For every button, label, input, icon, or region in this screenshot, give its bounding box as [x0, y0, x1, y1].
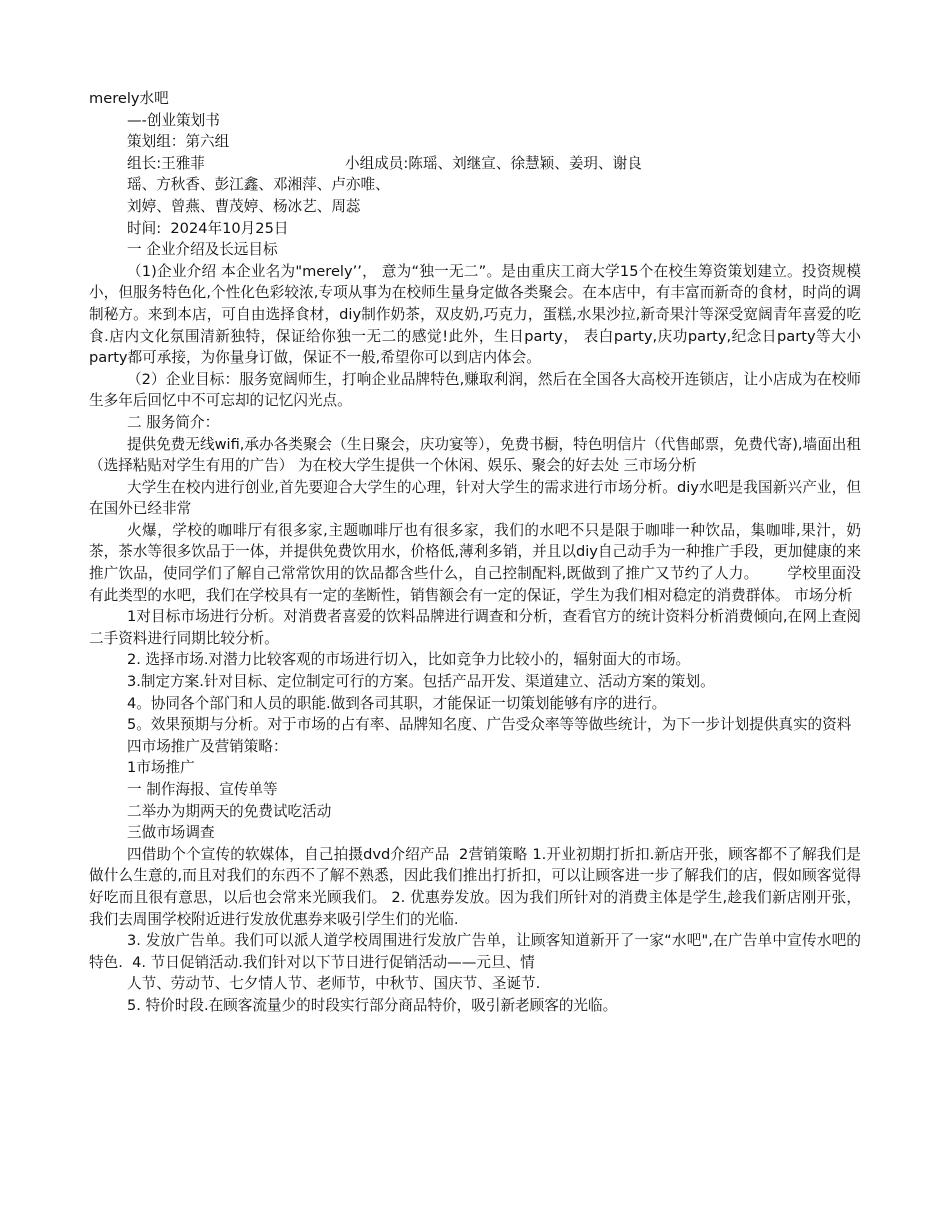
paragraph-flyers-holidays: 3. 发放广告单。我们可以派人道学校周围进行发放广告单，让顾客知道新开了一家“水吧",在广告单中宣传水吧的特色. 4. 节日促销活动.我们针对以下节日进行促销活动——元旦、情: [89, 932, 861, 971]
paragraph-market-step-5: 5。效果预期与分析。对于市场的占有率、品牌知名度、广告受众率等等做些统计，为下一步计划提供真实的资料: [126, 716, 852, 734]
holiday-list: 人节、劳动节、七夕情人节、老师节，中秋节、国庆节、圣诞节.: [127, 975, 541, 993]
paragraph-promotion-strategy: 四借助个个宣传的软媒体，自己拍摄dvd介绍产品 2营销策略 1.开业初期打折扣.新店开张，顾客都不了解我们是做什么生意的,而且对我们的东西不了解不熟悉，因此我们推出打折扣，可以让顾客进一步了解我们的店，假如顾客觉得好吃而且很有意思，以后也会常来光顾我们。 2. 优惠券发放。因为我们所针对的消费主体是学生,趁我们新店刚开张，我们去周围学校附近进行发放优惠券来吸引学生们的光临.: [89, 845, 861, 928]
paragraph-company-goal: （2）企业目标：服务宽阔师生，打响企业品牌特色,赚取利润，然后在全国各大高校开连锁店，让小店成为在校师生多年后回忆中不可忘却的记忆闪光点。: [89, 370, 861, 410]
paragraph-service: 提供免费无线wifi,承办各类聚会（生日聚会，庆功宴等），免费书橱，特色明信片（代售邮票，免费代寄),墙面出租（选择粘贴对学生有用的广告） 为在校大学生提供一个休闲、娱乐、聚会的好去处 三市场分析: [89, 435, 861, 475]
promotion-item-2: 二举办为期两天的免费试吃活动: [127, 802, 332, 820]
doc-subtitle: —-创业策划书: [127, 111, 220, 129]
paragraph-market-step-1: 1对目标市场进行分析。对消费者喜爱的饮料品牌进行调查和分析，查看官方的统计资料分析消费倾向,在网上查阅二手资料进行同期比较分析。: [89, 608, 861, 647]
paragraph-market-2: 火爆，学校的咖啡厅有很多家,主题咖啡厅也有很多家，我们的水吧不只是限于咖啡一种饮品，集咖啡,果汁，奶茶，茶水等很多饮品于一体，并提供免费饮用水，价格低,薄利多销，并且以diy自己动手为一种推广手段，更加健康的来推广饮品，使同学们了解自己常常饮用的饮品都含些什么，自己控制配料,既做到了推广又节约了人力。 学校里面没有此类型的水吧，我们在学校具有一定的垄断性，销售额会有一定的保证，学生为我们相对稳定的消费群体。 市场分析: [89, 521, 861, 604]
paragraph-market-1: 大学生在校内进行创业,首先要迎合大学生的心理，针对大学生的需求进行市场分析。diy水吧是我国新兴产业，但在国外已经非常: [89, 478, 861, 518]
section-heading-1: 一 企业介绍及长远目标: [127, 241, 278, 259]
group-members-line-1: 小组成员:陈瑶、刘继宣、徐慧颖、姜玥、谢良: [345, 154, 642, 172]
promotion-item-1: 一 制作海报、宣传单等: [127, 781, 278, 798]
group-members-line-2: 瑶、方秋香、彭江鑫、邓湘萍、卢亦唯、: [127, 176, 390, 194]
paragraph-market-step-2: 2. 选择市场.对潜力比较客观的市场进行切入，比如竞争力比较小的，辐射面大的市场。: [126, 651, 691, 669]
paragraph-market-step-3: 3.制定方案.针对目标、定位制定可行的方案。包括产品开发、渠道建立、活动方案的策划。: [126, 673, 715, 691]
doc-title: merely水吧: [89, 90, 169, 107]
section-heading-4: 四市场推广及营销策略：: [127, 737, 288, 755]
member-list: [89, 153, 861, 175]
paragraph-market-step-4: 4。协同各个部门和人员的职能.做到各司其职，才能保证一切策划能够有序的进行。: [126, 694, 667, 712]
planning-group: 策划组：第六组: [127, 133, 230, 151]
plan-date: 时间: 2024年10月25日: [127, 219, 289, 237]
group-members-line-3: 刘婷、曾燕、曹茂婷、杨冰艺、周蕊: [127, 197, 361, 215]
paragraph-company-intro: （1)企业介绍 本企业名为"merely’’， 意为“独一无二”。是由重庆工商大学15个在校生筹资策划建立。投资规模小，但服务特色化,个性化色彩较浓,专项从事为在校师生量身定做各类聚会。在本店中，有丰富而新奇的食材，时尚的调制秘方。来到本店，可自由选择食材，diy制作奶茶，双皮奶,巧克力，蛋糕,水果沙拉,新奇果汁等深受宽阔青年喜爱的吃食.店内文化氛围清新独特，保证给你独一无二的感觉!此外，生日party， 表白party,庆功party,纪念日party等大小party都可承接，为你量身订做，保证不一般,希望你可以到店内体会。: [89, 262, 861, 367]
subsection-promotion: 1市场推广: [127, 759, 195, 777]
document-page: [89, 88, 861, 1017]
group-leader: 组长:王雅菲: [127, 154, 205, 172]
promotion-item-3: 三做市场调查: [127, 824, 215, 842]
section-heading-2: 二 服务简介：: [127, 413, 220, 431]
paragraph-special-price: 5. 特价时段.在顾客流量少的时段实行部分商品特价，吸引新老顾客的光临。: [127, 996, 618, 1014]
